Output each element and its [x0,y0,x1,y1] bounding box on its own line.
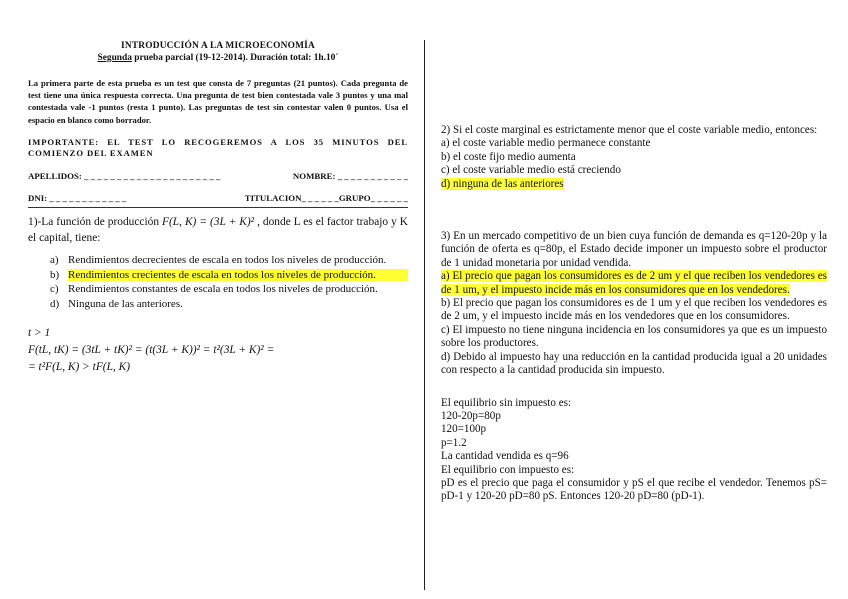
q3-solution [441,397,827,504]
question-1-options [28,254,408,310]
apellidos-field[interactable]: APELLIDOS: _ _ _ _ _ _ _ _ _ _ _ _ _ _ _ _ _ _ _ _ _ [28,171,221,182]
important-note: IMPORTANTE: EL TEST LO RECOGEREMOS A LOS 35 MINUTOS DEL COMIENZO DEL EXAMEN [28,136,408,159]
id-fields-row [28,193,408,203]
q3-option-c[interactable]: c) El impuesto no tiene ninguna incidencia en los consumidores ya que es un impuesto sobre los productores. [441,323,827,350]
exam-subtitle [28,52,408,64]
solution-line: El equilibrio con impuesto es: [441,463,575,476]
question-2 [441,124,827,191]
q2-option-d[interactable] [441,178,827,191]
q1-option-text: Rendimientos constantes de escala en todos los niveles de producción. [68,283,378,296]
left-column [28,40,408,376]
q1-option-label: d) [50,298,60,310]
q3-option-text-correct: a) El precio que pagan los consumidores es de 2 um y el que reciben los vendedores es de 1 um, y el impuesto incide más en los consumidores que en los vendedores. [441,270,827,296]
question-1-stem [28,214,408,246]
q1-formula: F(L, K) = (3L + K)² [162,216,255,229]
q1-solution-math [28,325,408,376]
math-line: = t²F(L, K) > tF(L, K) [28,360,131,373]
question-3 [441,230,827,377]
math-line: t > 1 [28,326,51,339]
solution-line: 120=100p [441,423,487,436]
exam-title: INTRODUCCIÓN A LA MICROECONOMÍA [121,41,315,51]
name-fields-row [28,171,408,181]
column-divider [424,40,425,590]
q1-option-text-correct: Rendimientos crecientes de escala en todos los niveles de producción. [68,269,408,282]
q2-option-c[interactable]: c) el coste variable medio está creciendo [441,164,621,177]
q1-option-c[interactable] [50,283,408,296]
q1-stem-a: 1)-La función de producción [28,216,163,229]
q1-stem-b: , donde L es el factor trabajo y K el capital, tiene: [28,216,408,245]
q2-option-text-correct: d) ninguna de las anteriores [441,177,564,190]
titulacion-grupo-field[interactable]: TITULACION_ _ _ _ _ _GRUPO_ _ _ _ _ _ [244,193,408,204]
q3-option-b[interactable]: b) El precio que pagan los consumidores es de 1 um y el que reciben los vendedores es de 2 um, y el impuesto incide más en los vendedores que en los consumidores. [441,297,827,323]
q3-stem: 3) En un mercado competitivo de un bien cuya función de demanda es q=120-20p y la función de oferta es q=80p, el Estado decide imponer un impuesto sobre el productor de 1 unidad monetaria por unidad vendida. [441,230,827,269]
solution-line: La cantidad vendida es q=96 [441,450,569,463]
dni-field[interactable]: DNI: _ _ _ _ _ _ _ _ _ _ _ _ [28,193,127,204]
right-column [441,40,827,504]
subtitle-underlined: Segunda [97,53,132,63]
q3-option-d[interactable]: d) Debido al impuesto hay una reducción en la cantidad producida igual a 20 unidades con respecto a la cantidad producida sin impuesto. [441,350,827,377]
solution-paragraph: pD es el precio que paga el consumidor y pS el que recibe el vendedor. Tenemos pS= pD-1 y 120-20 pD=80 pS. Entonces 120-20 pD=80 (pD-1). [441,476,827,503]
subtitle-rest: prueba parcial (19-12-2014). Duración total: 1h.10´ [131,53,339,63]
q1-option-text: Ninguna de las anteriores. [68,298,183,310]
solution-line: El equilibrio sin impuesto es: [441,396,572,409]
q3-option-a[interactable] [441,270,827,297]
solution-line: p=1.2 [441,436,467,449]
header-separator [28,207,408,208]
q2-option-a[interactable]: a) el coste variable medio permanece constante [441,137,651,150]
q1-option-text: Rendimientos decrecientes de escala en todos los niveles de producción. [68,254,387,267]
instructions: La primera parte de esta prueba es un test que consta de 7 preguntas (21 puntos). Cada pregunta de test tiene una única respuesta correcta. Una pregunta de test bien contestada vale 3 puntos y una mal contestada vale -1 puntos (resta 1 punto). Las preguntas de test sin contestar valen 0 puntos. Usa el espacio en blanco como borrador. [28,78,408,125]
q1-option-a[interactable] [50,254,408,267]
solution-line: 120-20p=80p [441,409,501,422]
q1-option-label: b) [50,268,60,281]
q2-option-b[interactable]: b) el coste fijo medio aumenta [441,150,576,163]
q1-option-d[interactable] [50,298,408,311]
math-line: F(tL, tK) = (3tL + tK)² = (t(3L + K))² = t²(3L + K)² = [28,343,275,356]
q1-option-b[interactable] [50,269,408,282]
q1-option-label: a) [50,254,59,267]
q2-stem: 2) Si el coste marginal es estrictamente menor que el coste variable medio, entonces: [441,124,818,136]
nombre-field[interactable]: NOMBRE: _ _ _ _ _ _ _ _ _ _ _ [292,171,408,182]
q1-option-label: c) [50,283,59,296]
